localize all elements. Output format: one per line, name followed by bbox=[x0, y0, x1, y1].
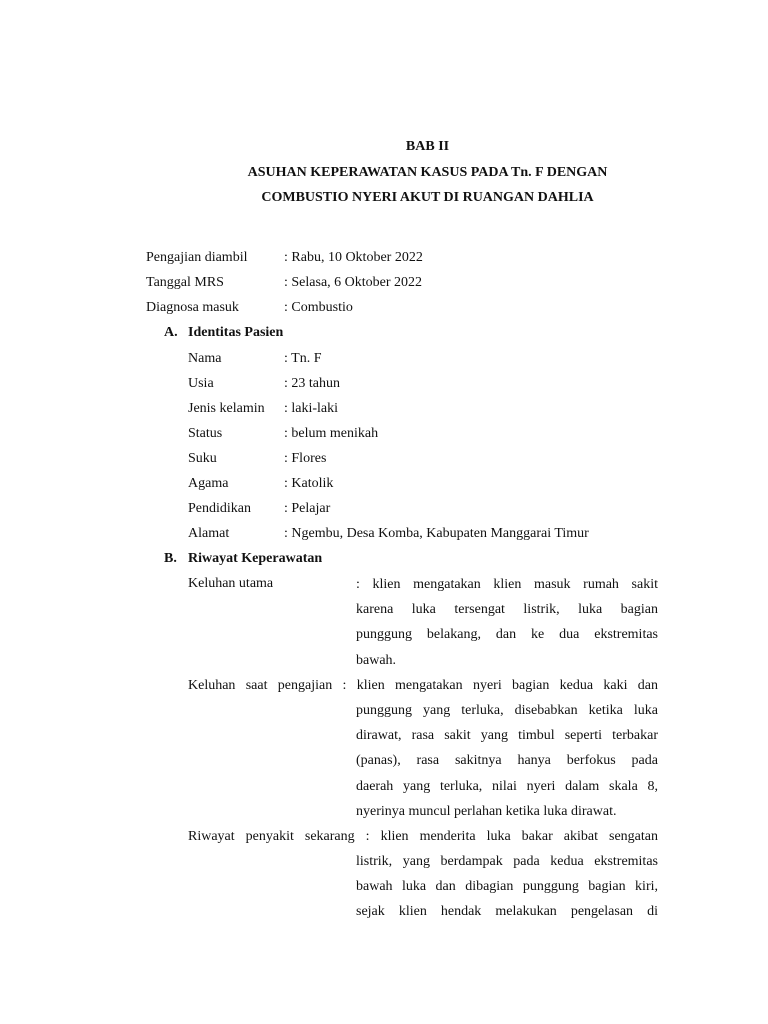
riwayat-sekarang-text bbox=[356, 849, 658, 925]
identity-value: : Katolik bbox=[284, 476, 334, 491]
text-line: bawah luka dan dibagian punggung bagian kiri, bbox=[356, 879, 658, 895]
intro-value: : Selasa, 6 Oktober 2022 bbox=[284, 275, 423, 290]
text-line: punggung belakang, dan ke dua ekstremitas bbox=[356, 627, 658, 643]
section-title: Identitas Pasien bbox=[188, 325, 284, 340]
identity-label: Pendidikan bbox=[188, 501, 251, 516]
keluhan-utama-label: Keluhan utama bbox=[188, 576, 274, 591]
text-line: karena luka tersengat listrik, luka bagian bbox=[356, 602, 658, 618]
identity-value: : Flores bbox=[284, 451, 327, 466]
text-line: nyerinya muncul perlahan ketika luka dirawat. bbox=[356, 803, 617, 819]
identity-value: : Ngembu, Desa Komba, Kabupaten Manggarai Timur bbox=[284, 526, 589, 541]
text-line: bawah. bbox=[356, 652, 397, 668]
keluhan-utama-text bbox=[356, 572, 658, 673]
identity-value: : laki-laki bbox=[284, 401, 339, 416]
text-line: : klien mengatakan klien masuk rumah sakit bbox=[356, 577, 658, 592]
title-line-1: ASUHAN KEPERAWATAN KASUS PADA Tn. F DENGAN bbox=[247, 165, 608, 180]
identity-label: Nama bbox=[188, 351, 222, 366]
identity-label: Suku bbox=[188, 451, 217, 466]
title-line-2: COMBUSTIO NYERI AKUT DI RUANGAN DAHLIA bbox=[261, 190, 594, 205]
identity-label: Agama bbox=[188, 476, 229, 491]
chapter-heading: BAB II bbox=[405, 139, 450, 154]
intro-label: Diagnosa masuk bbox=[146, 300, 239, 315]
text-line: daerah yang terluka, nilai nyeri dalam skala 8, bbox=[356, 778, 658, 794]
text-line: (panas), rasa sakitnya hanya berfokus pada bbox=[356, 753, 658, 769]
identity-value: : Pelajar bbox=[284, 501, 331, 516]
identity-value: : 23 tahun bbox=[284, 376, 340, 391]
text-line: punggung yang terluka, disebabkan ketika luka bbox=[356, 703, 658, 718]
text-line: sejak klien hendak melakukan pengelasan di bbox=[356, 904, 658, 920]
identity-value: : belum menikah bbox=[284, 426, 379, 441]
identity-label: Jenis kelamin bbox=[188, 401, 265, 416]
keluhan-saat-text bbox=[356, 698, 658, 824]
section-letter: A. bbox=[164, 325, 178, 340]
identity-label: Status bbox=[188, 426, 223, 441]
riwayat-sekarang-first-line: Riwayat penyakit sekarang : klien menderita luka bakar akibat sengatan bbox=[188, 829, 658, 844]
identity-label: Usia bbox=[188, 376, 214, 391]
identity-value: : Tn. F bbox=[284, 351, 322, 366]
section-letter: B. bbox=[164, 551, 177, 566]
intro-value: : Combustio bbox=[284, 300, 353, 315]
identity-label: Alamat bbox=[188, 526, 230, 541]
section-title: Riwayat Keperawatan bbox=[188, 551, 323, 566]
text-line: listrik, yang berdampak pada kedua ekstremitas bbox=[356, 854, 658, 869]
intro-value: : Rabu, 10 Oktober 2022 bbox=[284, 250, 423, 265]
text-line: dirawat, rasa sakit yang timbul seperti terbakar bbox=[356, 728, 658, 744]
intro-label: Pengajian diambil bbox=[146, 250, 248, 265]
intro-label: Tanggal MRS bbox=[146, 275, 224, 290]
keluhan-saat-first-line: Keluhan saat pengajian : klien mengatakan nyeri bagian kedua kaki dan bbox=[188, 678, 658, 693]
